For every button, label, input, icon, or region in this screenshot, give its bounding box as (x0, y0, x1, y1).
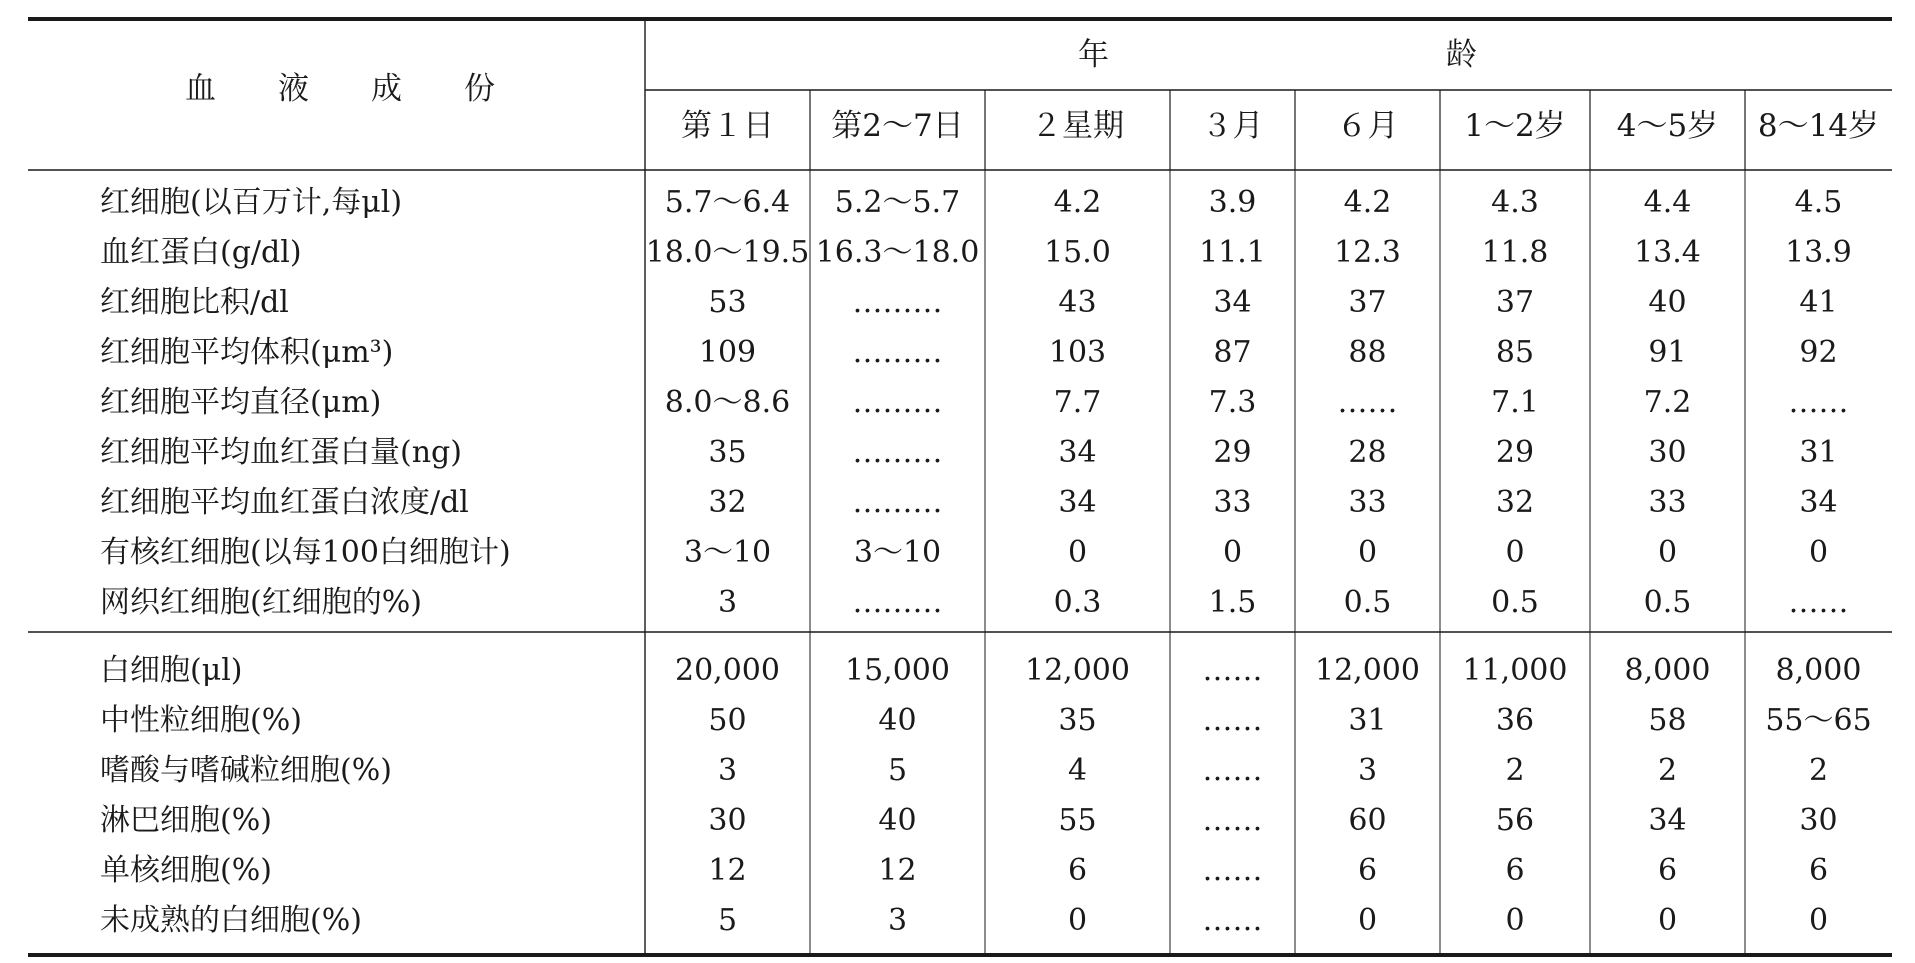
table-cell: 34 (1648, 803, 1687, 838)
table-cell: ……… (852, 285, 943, 320)
column-header: ３月 (1201, 108, 1264, 144)
table-cell: …… (1202, 803, 1263, 838)
table-cell: ……… (852, 435, 943, 470)
table-cell: 13.9 (1785, 235, 1852, 270)
table-cell: 58 (1648, 703, 1687, 738)
table-cell: 3 (717, 753, 738, 788)
table-cell: 55～65 (1765, 703, 1872, 738)
table-cell: 7.7 (1053, 385, 1102, 420)
row-label: 中性粒细胞(%) (100, 703, 302, 738)
table-cell: 12.3 (1334, 235, 1401, 270)
table-cell: ……… (852, 585, 943, 620)
table-cell: 31 (1799, 435, 1838, 470)
column-header: 第2～7日 (831, 108, 964, 144)
table-cell: 32 (1495, 485, 1535, 520)
table-cell: 87 (1213, 335, 1252, 370)
age-group-header-right: 龄 (1446, 37, 1477, 73)
column-header: ２星期 (1031, 108, 1124, 144)
table-cell: 0 (1357, 535, 1378, 570)
row-label: 红细胞(以百万计,每μl) (100, 185, 403, 220)
table-cell: 60 (1348, 803, 1387, 838)
table-cell: 30 (708, 803, 747, 838)
table-cell: 33 (1348, 485, 1387, 520)
table-cell: 3 (1357, 753, 1378, 788)
table-cell: 37 (1495, 285, 1535, 320)
row-label: 单核细胞(%) (100, 853, 272, 888)
table-cell: 32 (708, 485, 747, 520)
row-label-header: 血 液 成 份 (185, 71, 495, 107)
table-cell: 92 (1799, 335, 1838, 370)
table-cell: 41 (1799, 285, 1838, 320)
table-cell: …… (1202, 653, 1263, 688)
table-cell: 7.1 (1491, 385, 1539, 420)
table-cell: 12,000 (1025, 653, 1130, 688)
table-cell: 4.4 (1643, 185, 1692, 220)
table-cell: …… (1788, 385, 1849, 420)
table-cell: 85 (1495, 335, 1535, 370)
table-cell: ……… (852, 485, 943, 520)
table-cell: 7.2 (1643, 385, 1692, 420)
table-cell: 3～10 (853, 535, 942, 570)
table-cell: 6 (1657, 853, 1678, 888)
table-cell: …… (1788, 585, 1849, 620)
table-cell: 8,000 (1775, 653, 1862, 688)
table-cell: 103 (1048, 335, 1107, 370)
table-cell: 0 (1657, 903, 1678, 938)
row-label: 有核红细胞(以每100白细胞计) (100, 535, 511, 570)
table-cell: 31 (1348, 703, 1387, 738)
row-label: 淋巴细胞(%) (100, 803, 272, 838)
table-cell: 15,000 (845, 653, 950, 688)
table-cell: 3 (717, 585, 738, 620)
column-header: ６月 (1336, 108, 1399, 144)
table-cell: 4.2 (1343, 185, 1392, 220)
table-cell: 12,000 (1315, 653, 1420, 688)
table-cell: 11,000 (1462, 653, 1568, 688)
table-cell: 2 (1505, 753, 1525, 788)
row-label: 嗜酸与嗜碱粒细胞(%) (100, 753, 392, 788)
table-cell: 4.2 (1053, 185, 1102, 220)
table-cell: 29 (1213, 435, 1252, 470)
table-cell: 0 (1357, 903, 1378, 938)
table-cell: 6 (1357, 853, 1378, 888)
table-cell: 0 (1067, 903, 1088, 938)
row-label: 未成熟的白细胞(%) (100, 903, 362, 938)
table-cell: 12 (878, 853, 917, 888)
row-label: 白细胞(μl) (100, 653, 243, 688)
table-cell: 50 (708, 703, 747, 738)
table-cell: 4.3 (1491, 185, 1539, 220)
table-cell: 35 (1058, 703, 1097, 738)
row-label: 红细胞平均血红蛋白浓度/dl (100, 485, 469, 520)
table-cell: 20,000 (675, 653, 780, 688)
table-cell: 91 (1648, 335, 1687, 370)
table-cell: 53 (708, 285, 747, 320)
table-cell: 0 (1505, 535, 1525, 570)
table-cell: ……… (852, 385, 943, 420)
column-header: 1～2岁 (1464, 108, 1566, 144)
table-cell: …… (1202, 853, 1263, 888)
table-cell: 40 (1648, 285, 1687, 320)
table-cell: 3 (887, 903, 908, 938)
table-cell: 43 (1058, 285, 1097, 320)
row-label: 红细胞比积/dl (100, 285, 289, 320)
table-cell: 29 (1495, 435, 1535, 470)
table-cell: 56 (1495, 803, 1535, 838)
table-cell: 18.0～19.5 (645, 235, 810, 270)
table-cell: 28 (1348, 435, 1387, 470)
table-cell: …… (1202, 903, 1263, 938)
row-label: 网织红细胞(红细胞的%) (100, 585, 422, 620)
table-cell: 13.4 (1634, 235, 1701, 270)
table-cell: 8.0～8.6 (664, 385, 791, 420)
table-cell: 3～10 (683, 535, 772, 570)
table-cell: …… (1202, 753, 1263, 788)
table-cell: 33 (1213, 485, 1252, 520)
row-label: 红细胞平均直径(μm) (100, 385, 382, 420)
table-cell: 0 (1505, 903, 1525, 938)
table-cell: …… (1337, 385, 1398, 420)
table-cell: 6 (1808, 853, 1829, 888)
table-cell: 0 (1808, 903, 1829, 938)
table-cell: 4.5 (1794, 185, 1843, 220)
table-cell: 0.5 (1643, 585, 1692, 620)
table-cell: 0 (1067, 535, 1088, 570)
table-cell: 34 (1058, 435, 1097, 470)
table-cell: 0 (1657, 535, 1678, 570)
table-cell: 12 (708, 853, 747, 888)
table-cell: 3.9 (1208, 185, 1257, 220)
table-cell: 11.1 (1199, 235, 1266, 270)
table-cell: 0.3 (1053, 585, 1102, 620)
table-cell: 55 (1058, 803, 1097, 838)
age-group-header-left: 年 (1078, 37, 1109, 73)
table-cell: 35 (708, 435, 747, 470)
table-cell: 34 (1213, 285, 1252, 320)
table-cell: 88 (1348, 335, 1387, 370)
table-cell: 8,000 (1624, 653, 1711, 688)
table-cell: ……… (852, 335, 943, 370)
table-cell: 36 (1495, 703, 1535, 738)
table-cell: 109 (698, 335, 757, 370)
table-cell: 2 (1657, 753, 1678, 788)
table-cell: 16.3～18.0 (815, 235, 980, 270)
table-cell: 37 (1348, 285, 1387, 320)
table-cell: 5.7～6.4 (664, 185, 791, 220)
table-cell: 1.5 (1208, 585, 1257, 620)
row-label: 红细胞平均体积(μm³) (100, 335, 394, 370)
table-cell: 5 (717, 903, 738, 938)
table-cell: 6 (1505, 853, 1525, 888)
table-cell: 7.3 (1208, 385, 1257, 420)
table-cell: 40 (878, 703, 917, 738)
table-cell: 4 (1067, 753, 1088, 788)
table-cell: 6 (1067, 853, 1088, 888)
table-cell: 15.0 (1044, 235, 1111, 270)
table-cell: 0 (1222, 535, 1243, 570)
table-cell: 34 (1799, 485, 1838, 520)
table-cell: 11.8 (1481, 235, 1549, 270)
row-label: 血红蛋白(g/dl) (100, 235, 302, 270)
table-cell: 0 (1808, 535, 1829, 570)
table-cell: 5.2～5.7 (834, 185, 961, 220)
column-header: 8～14岁 (1757, 108, 1880, 144)
table-cell: 0.5 (1491, 585, 1539, 620)
table-cell: …… (1202, 703, 1263, 738)
column-header: 第１日 (681, 108, 774, 144)
table-cell: 30 (1799, 803, 1838, 838)
table-cell: 34 (1058, 485, 1097, 520)
column-header: 4～5岁 (1616, 108, 1719, 144)
table-cell: 40 (878, 803, 917, 838)
row-label: 红细胞平均血红蛋白量(ng) (100, 435, 462, 470)
table-cell: 0.5 (1343, 585, 1392, 620)
table-cell: 30 (1648, 435, 1687, 470)
table-cell: 2 (1808, 753, 1829, 788)
table-cell: 33 (1648, 485, 1687, 520)
table-cell: 5 (887, 753, 908, 788)
